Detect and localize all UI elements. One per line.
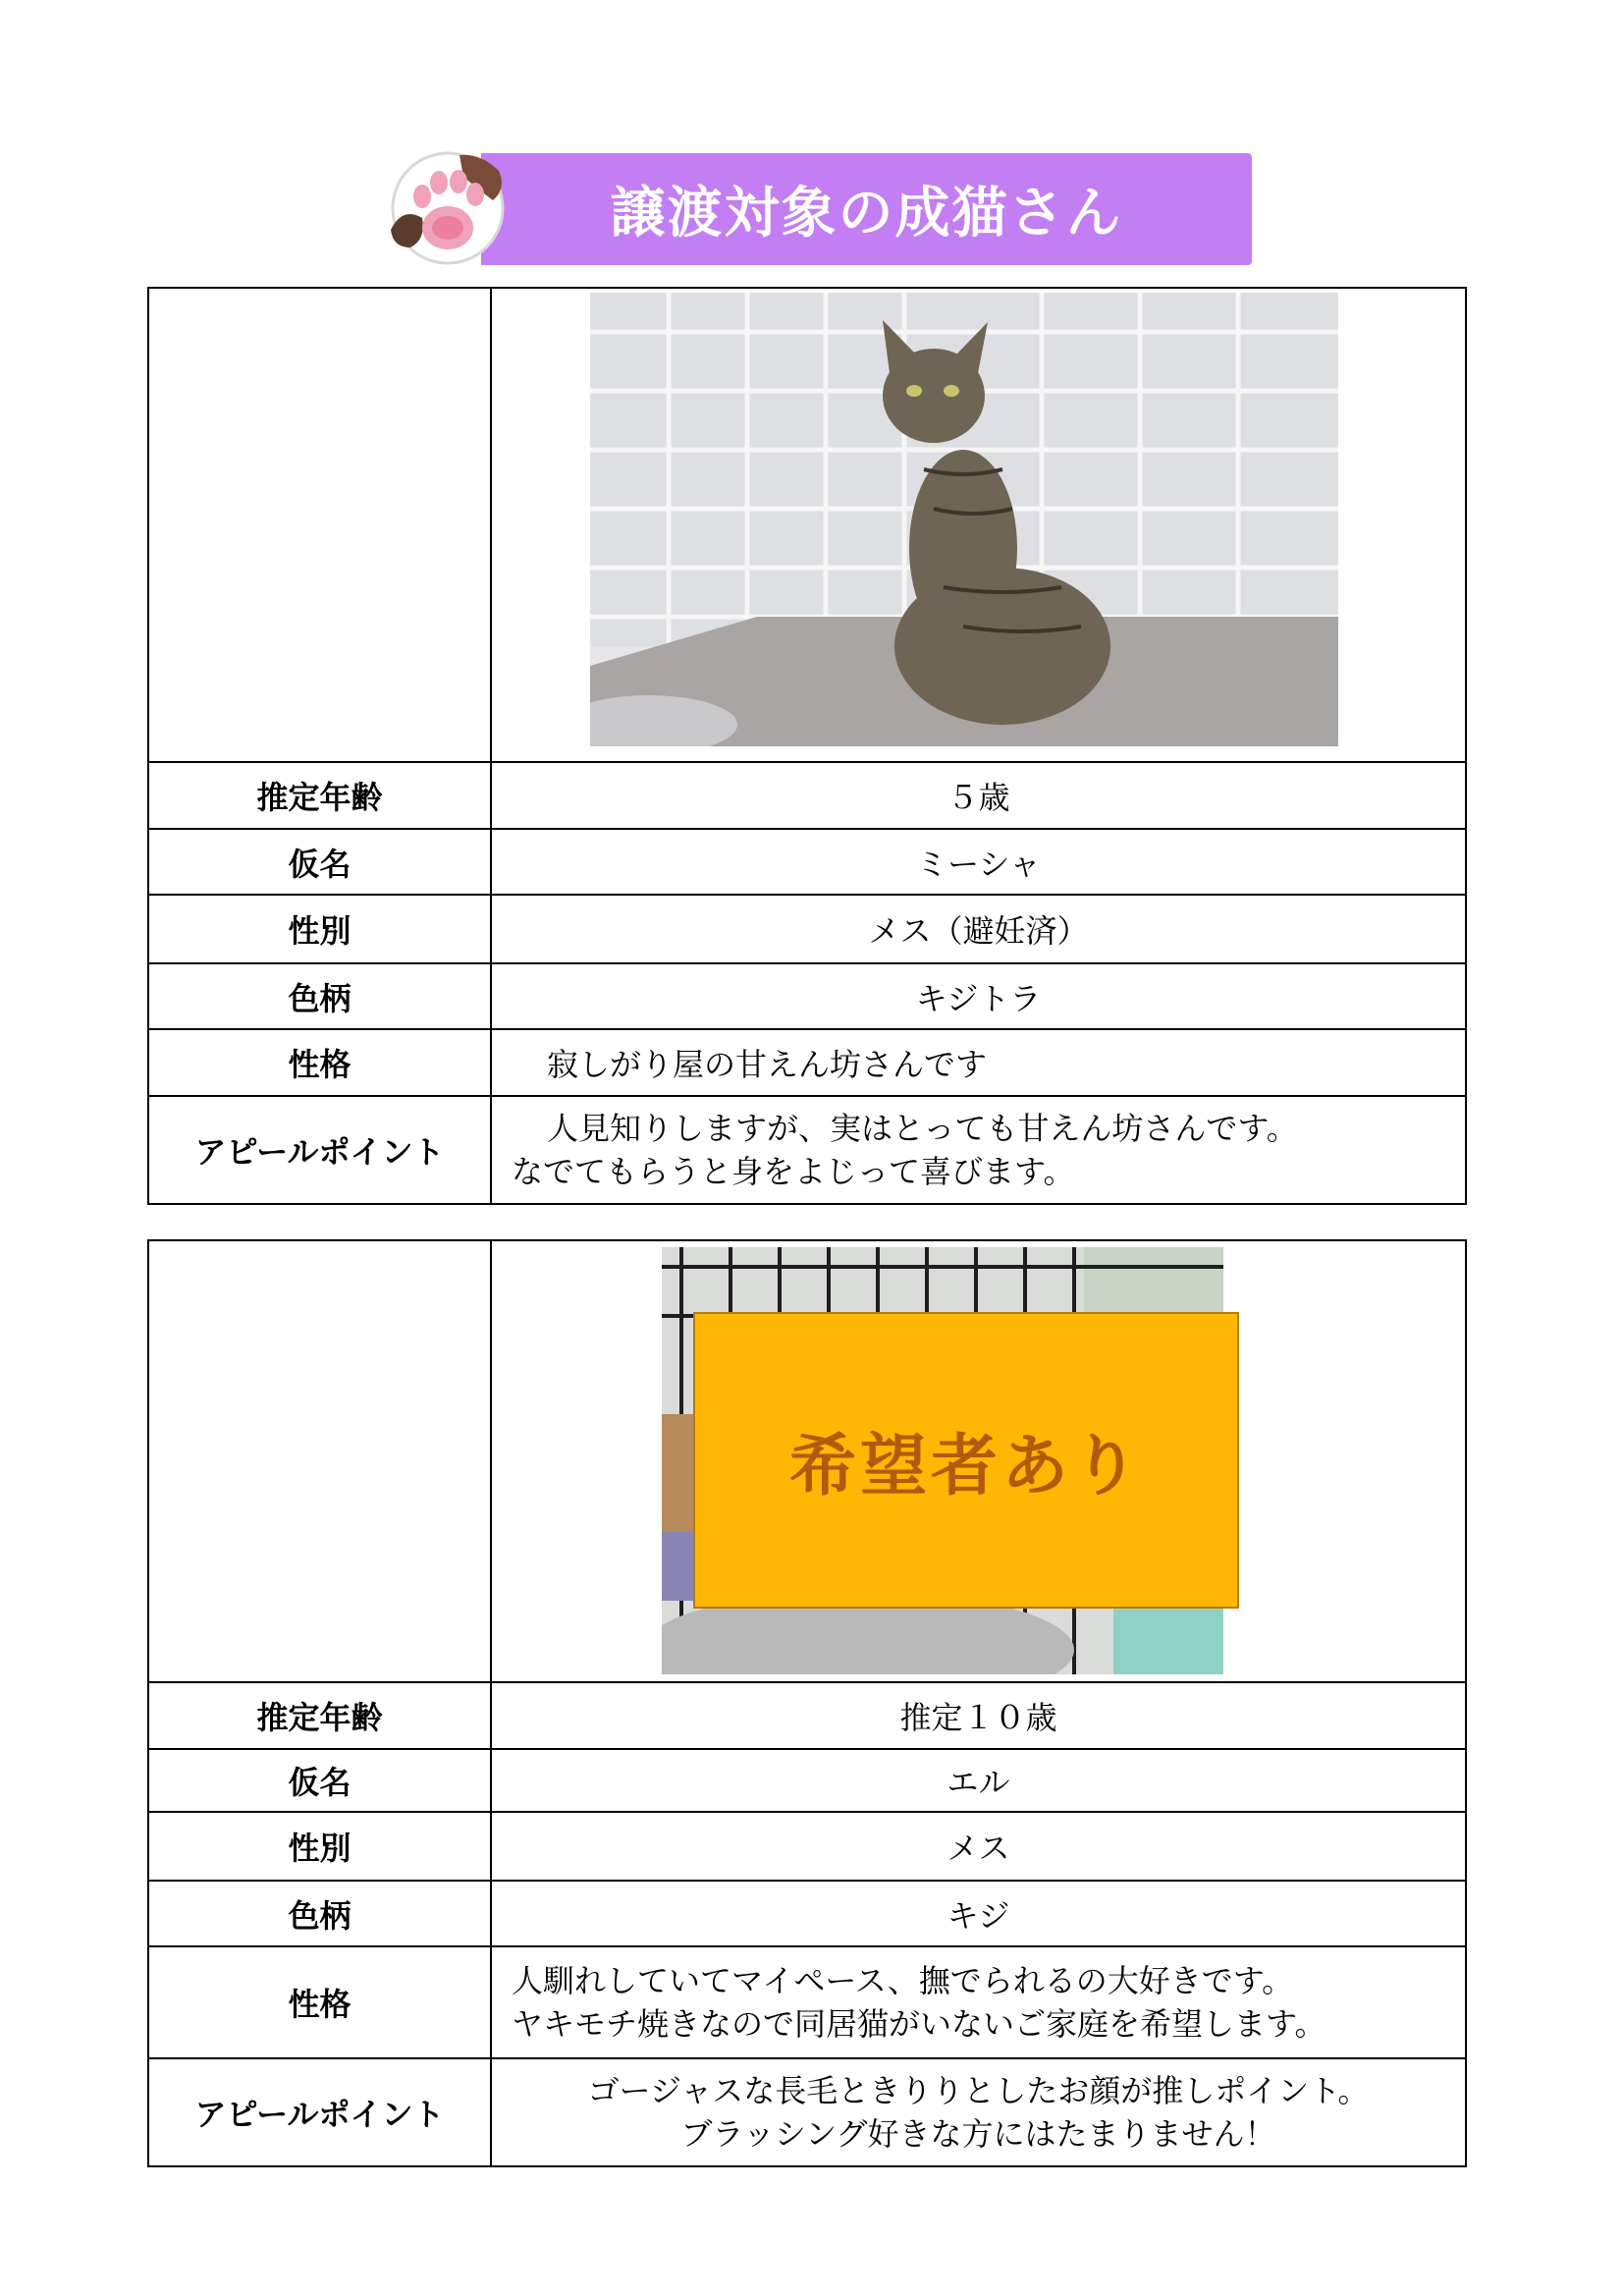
label-color: 色柄 bbox=[148, 1881, 491, 1946]
value-personality: 寂しがり屋の甘えん坊さんです bbox=[491, 1029, 1466, 1096]
label-age: 推定年齢 bbox=[148, 1682, 491, 1749]
label-appeal: アピールポイント bbox=[148, 1096, 491, 1204]
personality-line-1: 人馴れしていてマイペース、撫でられるの大好きです。 bbox=[512, 1962, 1294, 1999]
label-name: 仮名 bbox=[148, 829, 491, 895]
value-appeal bbox=[491, 1096, 1466, 1204]
appeal-line-2: なでてもらうと身をよじって喜びます。 bbox=[512, 1153, 1075, 1190]
status-badge: 希望者あり bbox=[693, 1312, 1239, 1609]
personality-line-2: ヤキモチ焼きなので同居猫がいないご家庭を希望します。 bbox=[512, 2005, 1326, 2043]
cat-photo bbox=[590, 293, 1338, 746]
photo-label-cell bbox=[148, 1240, 491, 1682]
label-name: 仮名 bbox=[148, 1749, 491, 1812]
value-color: キジトラ bbox=[491, 963, 1466, 1029]
cat-record-2 bbox=[147, 1239, 1467, 2167]
label-personality: 性格 bbox=[148, 1946, 491, 2058]
title-banner bbox=[383, 149, 1252, 269]
value-age: ５歳 bbox=[491, 762, 1466, 829]
value-age: 推定１０歳 bbox=[491, 1682, 1466, 1749]
photo-label-cell bbox=[148, 288, 491, 762]
label-personality: 性格 bbox=[148, 1029, 491, 1096]
appeal-line-1: ゴージャスな長毛ときりりとしたお顔が推しポイント。 bbox=[587, 2072, 1370, 2109]
page-title: 譲渡対象の成猫さん bbox=[610, 182, 1123, 246]
value-sex: メス（避妊済） bbox=[491, 895, 1466, 963]
appeal-line-2: ブラッシング好きな方にはたまりません！ bbox=[680, 2115, 1276, 2153]
label-sex: 性別 bbox=[148, 1812, 491, 1881]
appeal-line-1: 人見知りしますが、実はとっても甘えん坊さんです。 bbox=[547, 1110, 1298, 1147]
value-sex: メス bbox=[491, 1812, 1466, 1881]
label-age: 推定年齢 bbox=[148, 762, 491, 829]
value-color: キジ bbox=[491, 1881, 1466, 1946]
value-name: ミーシャ bbox=[491, 829, 1466, 895]
photo-cell bbox=[491, 1240, 1466, 1682]
label-appeal: アピールポイント bbox=[148, 2058, 491, 2166]
cat-record-1 bbox=[147, 287, 1467, 1205]
value-appeal bbox=[491, 2058, 1466, 2166]
photo-cell bbox=[491, 288, 1466, 762]
label-color: 色柄 bbox=[148, 963, 491, 1029]
value-personality bbox=[491, 1946, 1466, 2058]
value-name: エル bbox=[491, 1749, 1466, 1812]
label-sex: 性別 bbox=[148, 895, 491, 963]
